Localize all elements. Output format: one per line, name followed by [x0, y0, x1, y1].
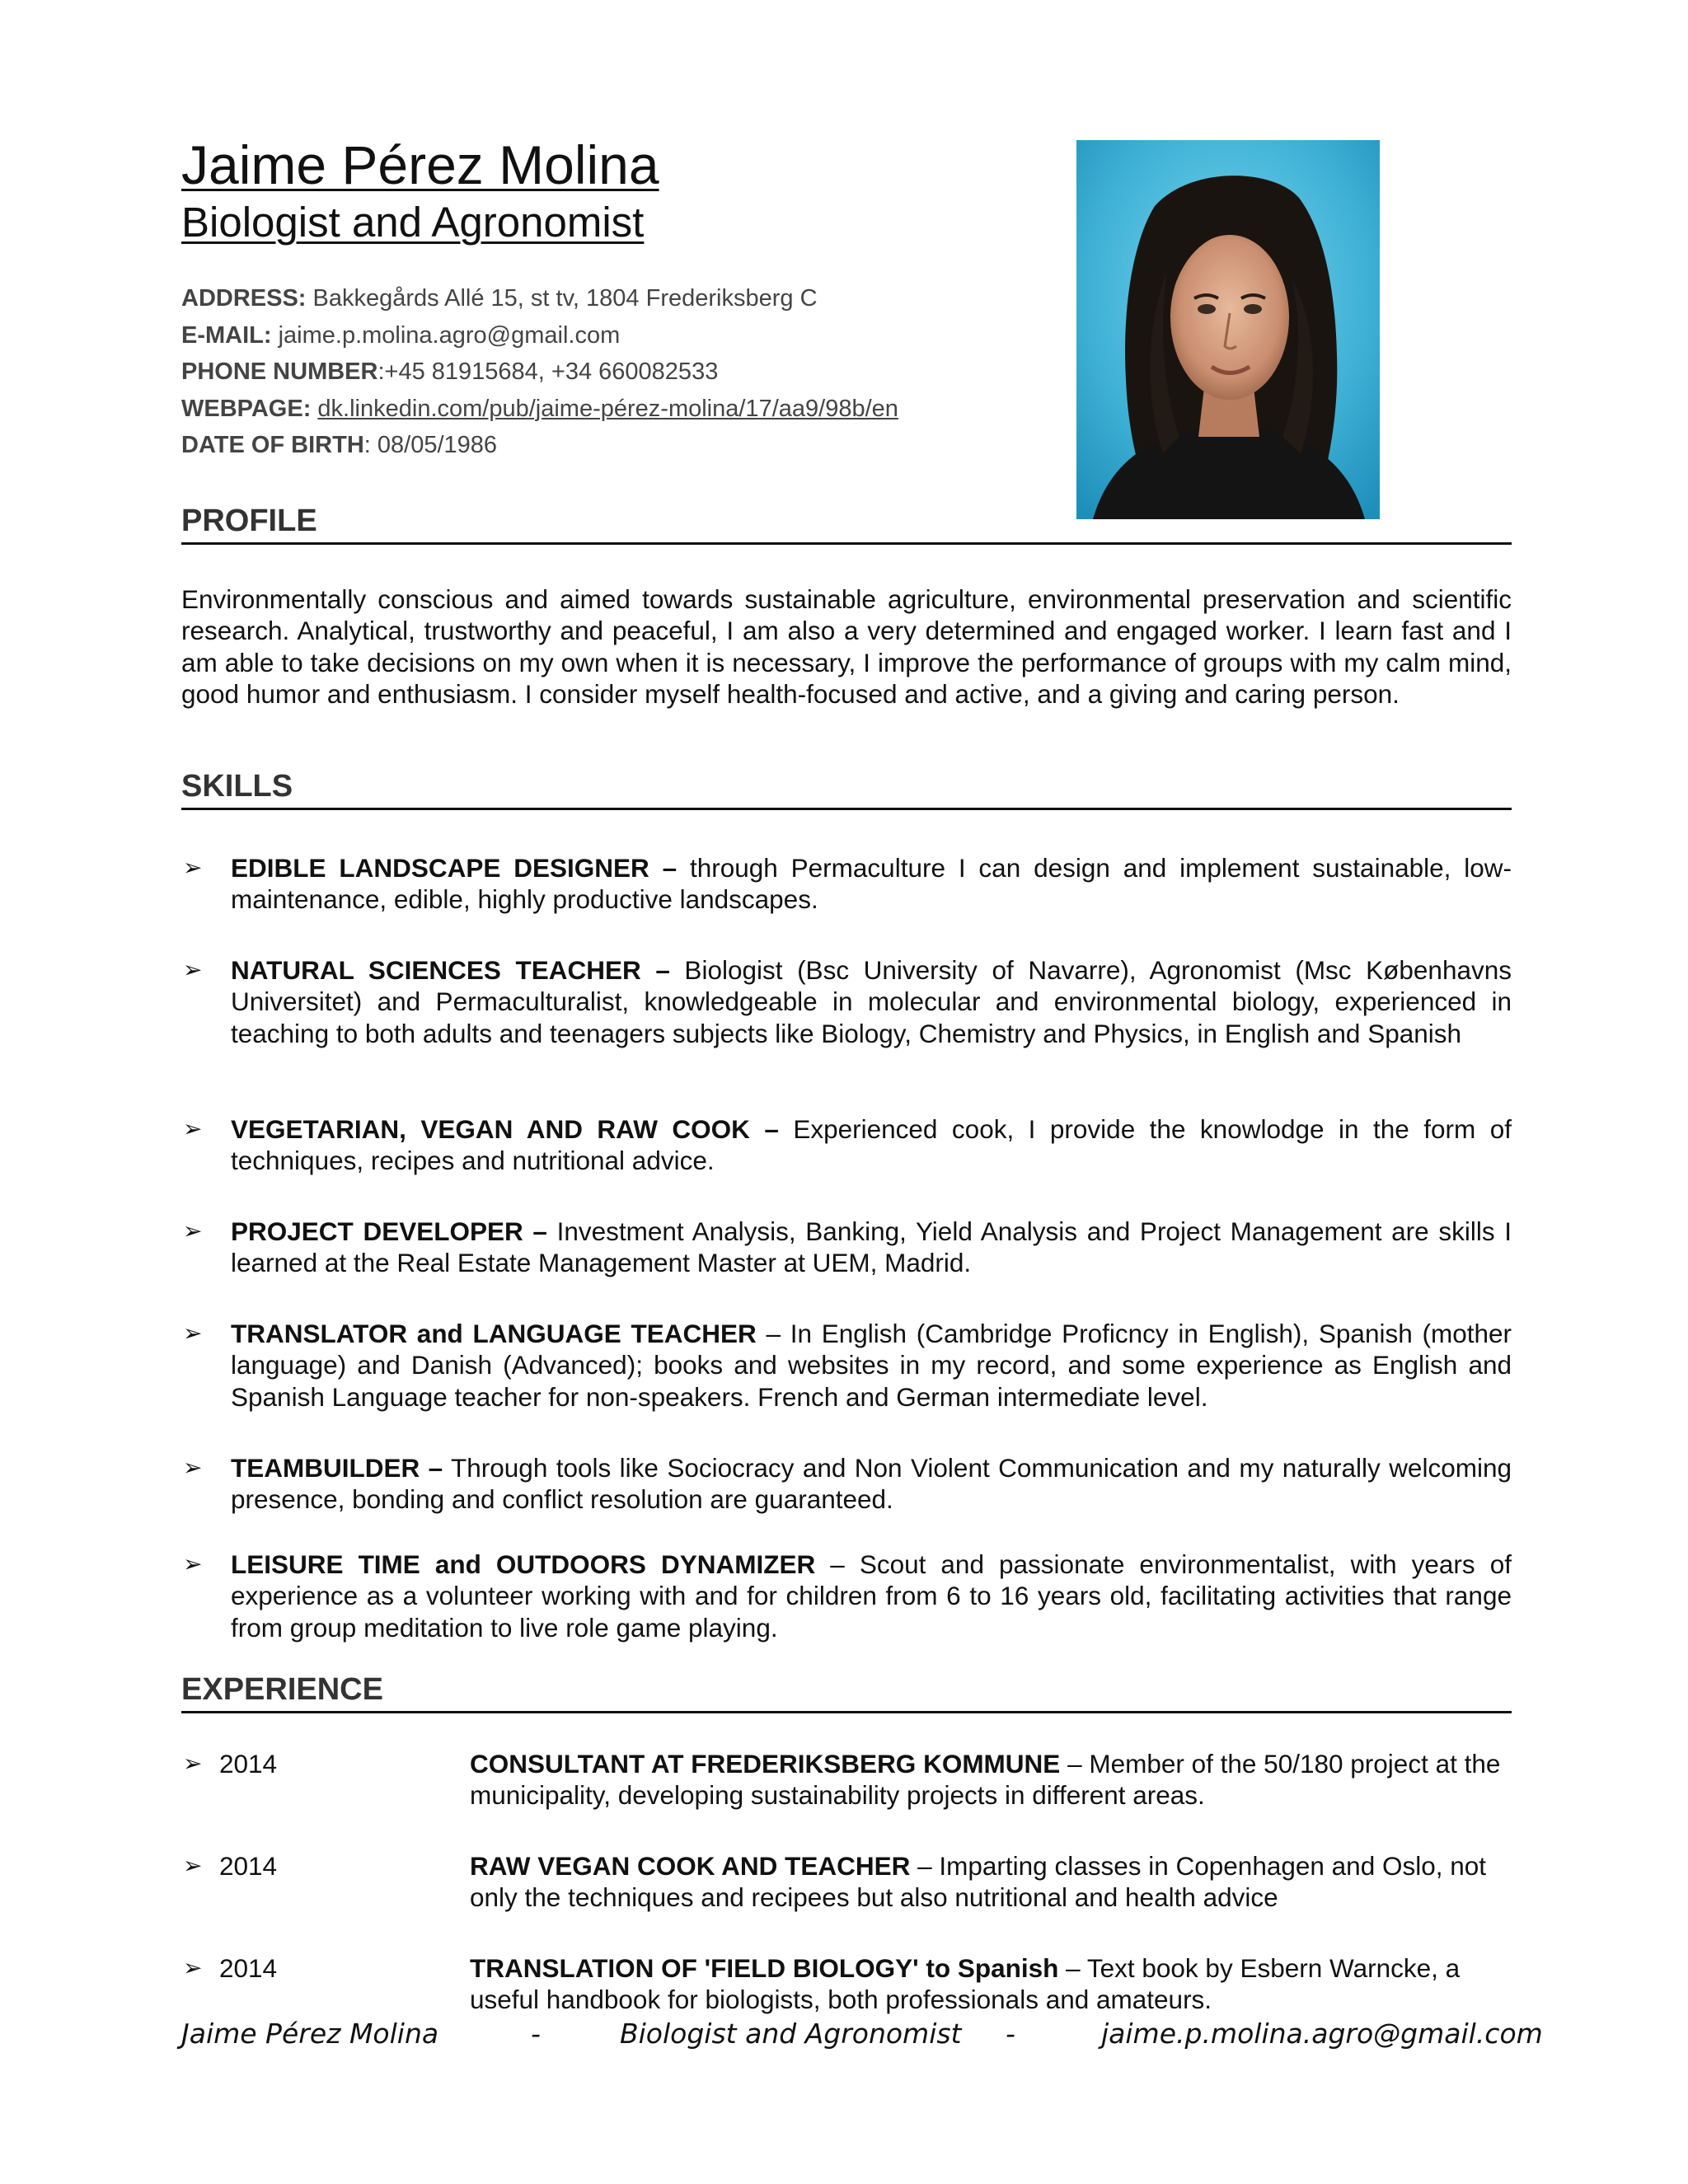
skill-title: TRANSLATOR and LANGUAGE TEACHER: [231, 1319, 757, 1348]
experience-year: 2014: [219, 1749, 278, 1779]
skill-item: [181, 1113, 1512, 1177]
portrait-photo: [1076, 140, 1380, 519]
experience-text: – Imparting classes in Copenhagen and Oslo, not only the techniques and recipees but also nutritional and health advice: [470, 1851, 1487, 1913]
phone-value: :+45 81915684, +34 660082533: [377, 359, 719, 385]
footer-name: Jaime Pérez Molina: [181, 2018, 439, 2050]
skill-text: Investment Analysis, Banking, Yield Analysis and Project Management are skills I learned at the Real Estate Management Master at UEM, Madrid.: [231, 1216, 1512, 1278]
arrow-bullet-icon: ➢: [183, 1455, 203, 1480]
profile-heading: PROFILE: [181, 503, 1512, 545]
skill-text: – Scout and passionate environmentalist, with years of experience as a volunteer working with and for children from 6 to 16 years old, facilitating activities that range from group meditation to live role game playing.: [231, 1549, 1512, 1643]
person-name: Jaime Pérez Molina: [181, 134, 659, 195]
profile-text: Environmentally conscious and aimed towards sustainable agriculture, environmental preservation and scientific research. Analytical, trustworthy and peaceful, I am also a very determined and engaged worker. I learn fast and I am able to take decisions on my own when it is necessary, I improve the performance of groups with my calm mind, good humor and enthusiasm. I consider myself health-focused and active, and a giving and caring person.: [181, 584, 1512, 709]
phone-row: [181, 354, 1006, 391]
footer-separator: -: [531, 2018, 541, 2050]
footer-email[interactable]: jaime.p.molina.agro@gmail.com: [1101, 2018, 1543, 2050]
experience-title: TRANSLATION OF 'FIELD BIOLOGY' to Spanish: [470, 1953, 1059, 1983]
webpage-label: WEBPAGE:: [181, 395, 312, 422]
experience-text: – Text book by Esbern Warncke, a useful handbook for biologists, both professionals and amateurs.: [470, 1953, 1461, 2015]
skill-text: – In English (Cambridge Proficncy in English), Spanish (mother language) and Danish (Advanced); books and websites in my record, and some experience as English and Spanish Language teacher for non-speakers. French and German intermediate level.: [231, 1319, 1512, 1412]
skill-text: Through tools like Sociocracy and Non Violent Communication and my naturally welcoming presence, bonding and conflict resolution are guaranteed.: [231, 1453, 1512, 1515]
skill-item: [181, 852, 1512, 916]
skill-text: Biologist (Bsc University of Navarre), Agronomist (Msc Københavns Universitet) and Permaculturalist, knowledgeable in molecular and environmental biology, experienced in teaching to both adults and teenagers subjects like Biology, Chemistry and Physics, in English and Spanish: [231, 955, 1512, 1048]
dob-value: : 08/05/1986: [363, 432, 498, 458]
skill-text: through Permaculture I can design and implement sustainable, low-maintenance, edible, highly productive landscapes.: [231, 853, 1512, 915]
skill-title: LEISURE TIME and OUTDOORS DYNAMIZER: [231, 1549, 816, 1579]
arrow-bullet-icon: ➢: [183, 1853, 203, 1878]
arrow-bullet-icon: ➢: [183, 1955, 203, 1980]
arrow-bullet-icon: ➢: [183, 1750, 203, 1776]
skill-item: [181, 1318, 1512, 1413]
webpage-row: [181, 391, 1006, 428]
arrow-bullet-icon: ➢: [183, 1218, 203, 1244]
dob-label: DATE OF BIRTH: [181, 432, 364, 458]
arrow-bullet-icon: ➢: [183, 1116, 203, 1141]
skill-title: EDIBLE LANDSCAPE DESIGNER –: [231, 853, 678, 883]
arrow-bullet-icon: ➢: [183, 1551, 203, 1577]
experience-text: – Member of the 50/180 project at the municipality, developing sustainability projects in different areas.: [470, 1749, 1501, 1811]
email-row: [181, 317, 1006, 354]
address-value: Bakkegårds Allé 15, st tv, 1804 Frederiksberg C: [306, 285, 818, 312]
experience-item: [181, 1850, 1512, 1914]
footer-separator: -: [1006, 2018, 1015, 2050]
address-row: [181, 280, 1006, 317]
skill-text: Experienced cook, I provide the knowlodge in the form of techniques, recipes and nutritional advice.: [231, 1114, 1512, 1176]
experience-item: [181, 1952, 1512, 2016]
skill-title: PROJECT DEVELOPER –: [231, 1216, 547, 1246]
experience-item: [181, 1748, 1512, 1811]
experience-year: 2014: [219, 1953, 278, 1983]
experience-year: 2014: [219, 1851, 278, 1881]
experience-title: RAW VEGAN COOK AND TEACHER: [470, 1851, 911, 1881]
contact-block: [181, 280, 1006, 464]
skill-item: [181, 954, 1512, 1049]
experience-heading: EXPERIENCE: [181, 1671, 1512, 1713]
email-label: E-MAIL:: [181, 321, 272, 349]
arrow-bullet-icon: ➢: [183, 957, 203, 982]
dob-row: [181, 427, 1006, 464]
skill-title: VEGETARIAN, VEGAN AND RAW COOK –: [231, 1114, 779, 1144]
experience-title: CONSULTANT AT FREDERIKSBERG KOMMUNE: [470, 1749, 1061, 1779]
skill-item: [181, 1452, 1512, 1516]
footer-title: Biologist and Agronomist: [620, 2018, 962, 2050]
arrow-bullet-icon: ➢: [183, 855, 203, 880]
skill-title: TEAMBUILDER –: [231, 1453, 443, 1483]
skill-item: [181, 1216, 1512, 1279]
arrow-bullet-icon: ➢: [183, 1320, 203, 1346]
person-title: Biologist and Agronomist: [181, 199, 645, 246]
email-value[interactable]: jaime.p.molina.agro@gmail.com: [271, 321, 621, 349]
page-footer: [0, 2018, 1688, 2059]
phone-label: PHONE NUMBER: [181, 359, 378, 385]
skill-item: [181, 1549, 1512, 1643]
webpage-link[interactable]: dk.linkedin.com/pub/jaime-pérez-molina/17/aa9/98b/en: [317, 395, 898, 422]
skills-heading: SKILLS: [181, 768, 1512, 810]
address-label: ADDRESS:: [181, 285, 307, 312]
skill-title: NATURAL SCIENCES TEACHER –: [231, 955, 670, 985]
